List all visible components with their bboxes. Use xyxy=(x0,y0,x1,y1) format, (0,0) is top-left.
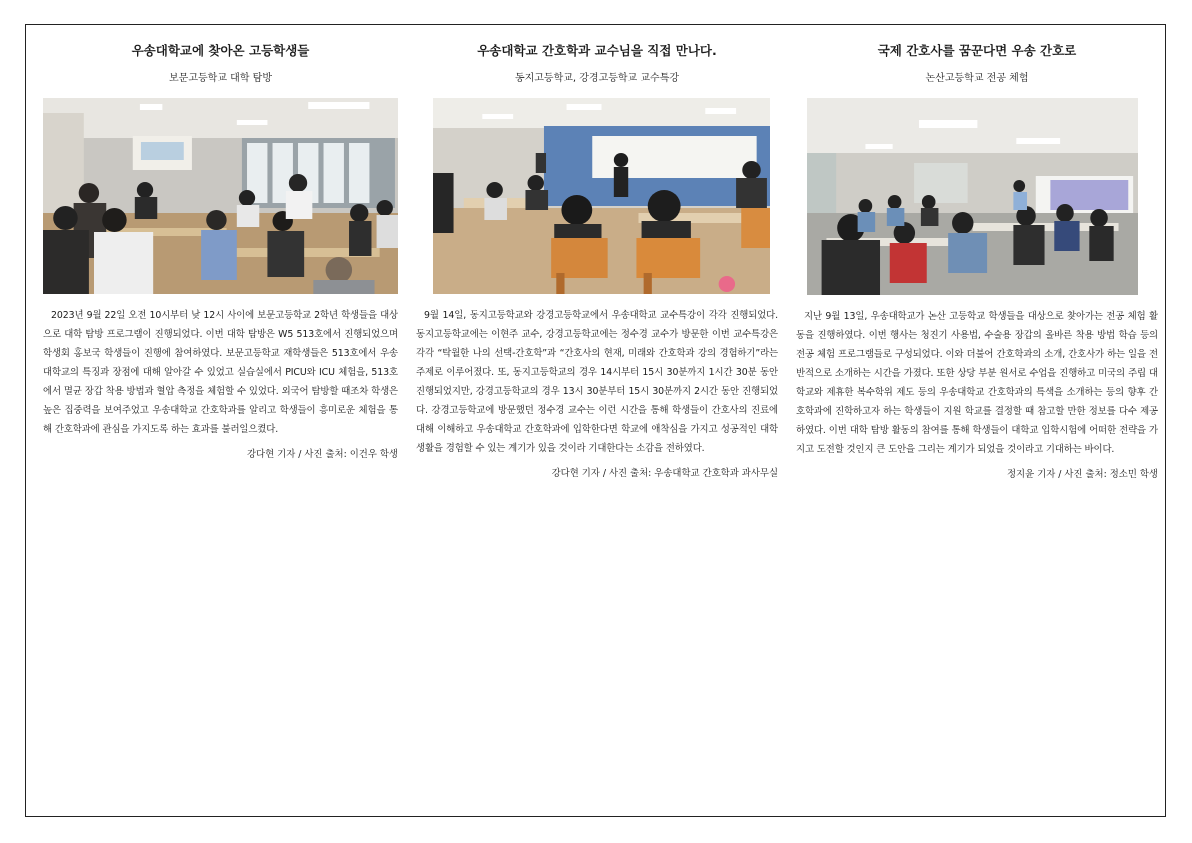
article-subtitle: 동지고등학교, 강경고등학교 교수특강 xyxy=(514,73,680,84)
article-title: 우송대학교에 찾아온 고등학생들 xyxy=(131,43,310,58)
article-credit: 강다현 기자 / 사진 출처: 이건우 학생 xyxy=(247,449,398,460)
article-title: 국제 간호사를 꿈꾼다면 우송 간호로 xyxy=(877,43,1077,58)
article-photo-major-experience xyxy=(807,98,1138,295)
article-column-3 xyxy=(796,25,1158,483)
article-column-2 xyxy=(416,25,778,482)
article-credit: 정지윤 기자 / 사진 출처: 정소민 학생 xyxy=(1007,469,1158,480)
article-column-1 xyxy=(43,25,398,463)
article-subtitle: 논산고등학교 전공 체험 xyxy=(925,73,1029,84)
article-body: 지난 9월 13일, 우송대학교가 논산 고등학교 학생들을 대상으로 찾아가는 전공 체험 활동을 진행하였다. 이번 행사는 청진기 사용법, 수술용 장갑의 올바른 착용 방법 학습 등의 전공 체험 프로그램들로 구성되었다. 이와 더불어 간호학과의 소개, 간호사가 하는 일을 전반적으로 소개하는 시간을 가졌다. 또한 상당 부분 원서로 수업을 진행하고 미국의 주립 대학교와 제휴한 복수학위 제도 등의 우송대학교 간호학과의 특색을 소개하는 등의 향후 간호학과에 진학하고자 하는 학생들이 지원 학교를 결정할 때 참고할 만한 정보를 다수 제공하였다. 이번 대학 탐방 활동의 참여를 통해 학생들이 대학교 입학시험에 어떠한 전략을 가지고 도전할 것인지 큰 도안을 그리는 계기가 되었을 것이라고 기대하는 바이다. xyxy=(796,311,1158,455)
article-photo-lecture xyxy=(433,98,770,294)
article-credit: 강다현 기자 / 사진 출처: 우송대학교 간호학과 과사무실 xyxy=(551,468,778,479)
article-body: 2023년 9월 22일 오전 10시부터 낮 12시 사이에 보문고등학교 2학년 학생들을 대상으로 대학 탐방 프로그램이 진행되었다. 이번 대학 탐방은 W5 513호에서 진행되었으며 학생회 홍보국 학생들이 진행에 참여하였다. 보문고등학교 재학생들은 513호에서 우송대학교의 특징과 장점에 대해 알아갈 수 있었고 실습실에서 PICU와 ICU 체험을, 513호에서 멸균 장갑 착용 방법과 혈압 측정을 체험할 수 있었다. 외국어 탐방할 때조차 학생은 높은 집중력을 보여주었고 우송대학교 간호학과를 알리고 학생들이 흥미로운 체험을 통해 간호학과에 관심을 가지도록 하는 효과를 불러일으켰다. xyxy=(43,310,398,435)
article-title: 우송대학교 간호학과 교수님을 직접 만나다. xyxy=(477,43,717,58)
article-subtitle: 보문고등학교 대학 탐방 xyxy=(169,73,272,84)
article-body: 9월 14일, 동지고등학교와 강경고등학교에서 우송대학교 교수특강이 각각 진행되었다. 동지고등학교에는 이현주 교수, 강경고등학교에는 정수경 교수가 방문한 이번 교수특강은 각각 “탁월한 나의 선택-간호학”과 “간호사의 현재, 미래와 간호학과 강의 경험하기”라는 주제로 이루어졌다. 또, 동지고등학교의 경우 14시부터 15시 30분까지 1시간 30분 동안 진행되었지만, 강경고등학교의 경우 13시 30분부터 15시 30분까지 2시간 동안 진행되었다. 강경고등학교에 방문했던 정수경 교수는 이런 시간을 통해 학생들이 간호사의 진료에 대해 이해하고 우송대학교 간호학과에 입학한다면 학교에 애착심을 가지고 성공적인 대학 생활을 경험할 수 있는 계기가 있을 것이라 기대한다는 소감을 전하였다. xyxy=(416,310,778,454)
article-photo-classroom-tour xyxy=(43,98,398,294)
newsletter-page xyxy=(25,24,1166,817)
